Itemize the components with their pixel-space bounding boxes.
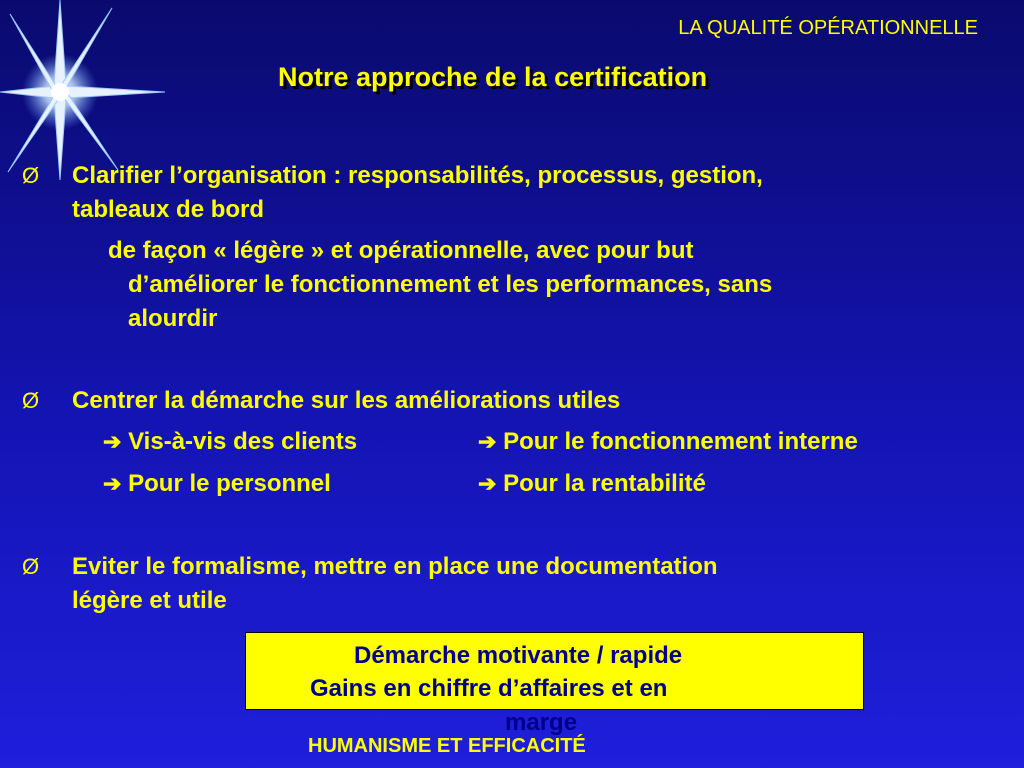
arrow-icon: ➔ (478, 429, 497, 454)
slide-title: Notre approche de la certification (278, 62, 708, 92)
arrow-item-label: Vis-à-vis des clients (128, 428, 358, 455)
arrow-item-clients (103, 425, 357, 459)
arrow-item-internal (478, 425, 858, 459)
arrow-item-personnel (103, 467, 331, 501)
callout-line-2: Gains en chiffre d’affaires et en (310, 675, 668, 702)
bullet-1-line-1: Clarifier l’organisation : responsabilités, processus, gestion, (72, 162, 763, 189)
star-icon (0, 0, 170, 180)
bullet-1-sub-line-1: de façon « légère » et opérationnelle, avec pour but (108, 237, 694, 264)
callout-line-1: Démarche motivante / rapide (354, 642, 683, 669)
section-title: LA QUALITÉ OPÉRATIONNELLE (678, 17, 978, 39)
bullet-marker: Ø (22, 388, 40, 413)
callout-line-3: marge (505, 709, 578, 736)
bullet-1-sub-line-3: alourdir (128, 305, 218, 332)
bullet-2-line-1: Centrer la démarche sur les améliorations utiles (72, 387, 621, 414)
arrow-item-label: Pour la rentabilité (503, 470, 706, 497)
bullet-3-line-1: Eviter le formalisme, mettre en place une documentation (72, 553, 718, 580)
bullet-marker: Ø (22, 163, 40, 188)
arrow-icon: ➔ (103, 471, 122, 496)
bullet-1-line-2: tableaux de bord (72, 196, 265, 223)
arrow-item-rentabilite (478, 467, 706, 501)
bullet-1-sub-line-2: d’améliorer le fonctionnement et les performances, sans (128, 271, 773, 298)
bullet-marker: Ø (22, 554, 40, 579)
arrow-icon: ➔ (478, 471, 497, 496)
footer-text: HUMANISME ET EFFICACITÉ (308, 735, 586, 757)
arrow-item-label: Pour le fonctionnement interne (503, 428, 858, 455)
arrow-icon: ➔ (103, 429, 122, 454)
arrow-item-label: Pour le personnel (128, 470, 331, 497)
callout-box (245, 632, 864, 710)
bullet-3-line-2: légère et utile (72, 587, 227, 614)
